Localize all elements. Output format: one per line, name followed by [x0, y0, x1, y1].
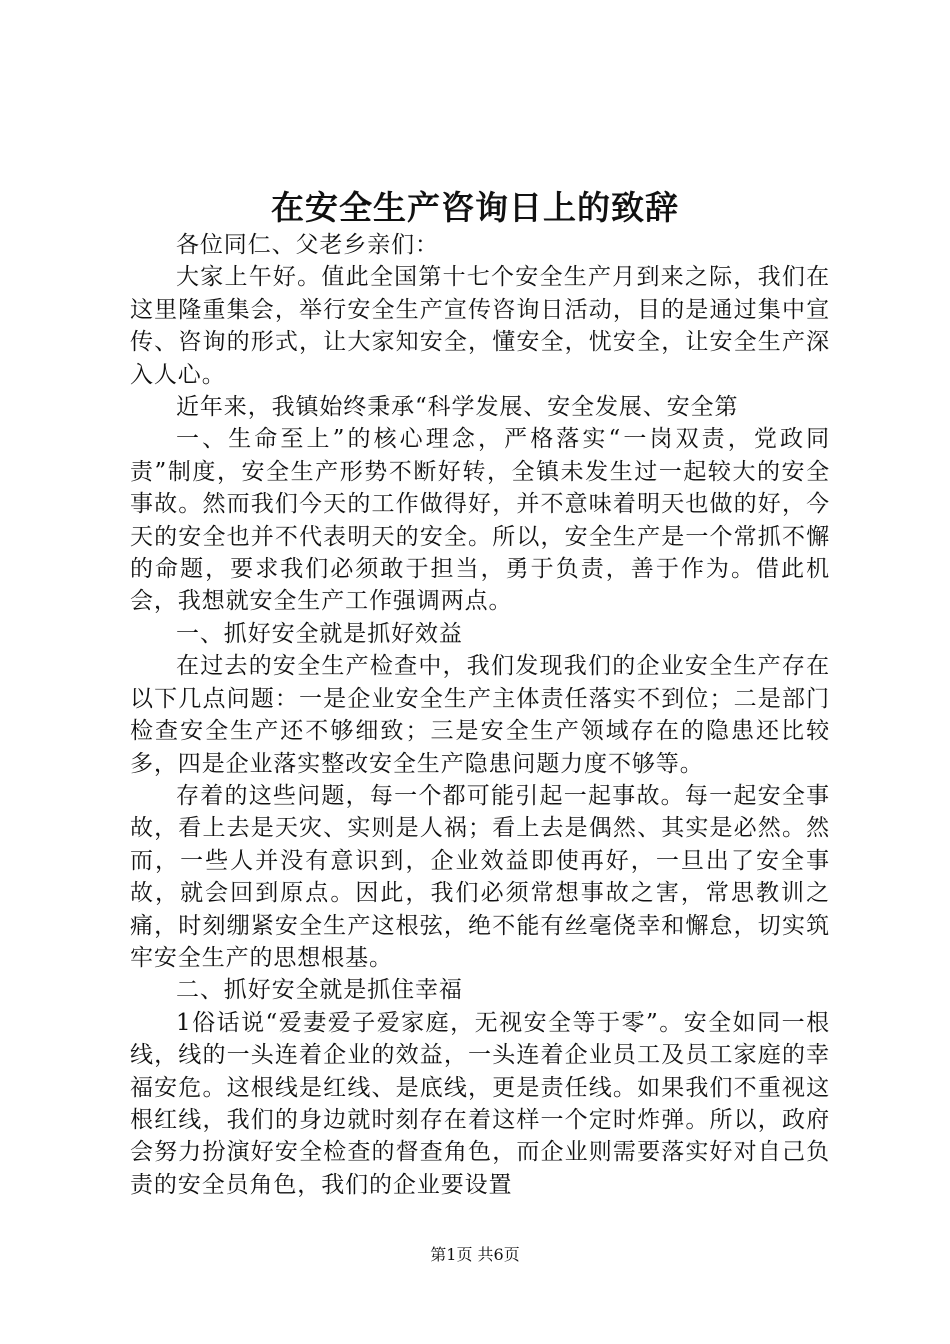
paragraph-salutation: 各位同仁、父老乡亲们： [176, 232, 439, 258]
paragraph-greeting: 大家上午好。值此全国第十七个安全生产月到来之际，我们在这里隆重集会，举行安全生产宣传咨询日活动，目的是通过集中宣传、咨询的形式，让大家知安全，懂安全，忧安全，让安全生产深入人心。 [130, 264, 830, 388]
paragraph-core-concept: 一、生命至上”的核心理念，严格落实“一岗双责，党政同责”制度，安全生产形势不断好转，全镇未发生过一起较大的安全事故。然而我们今天的工作做得好，并不意味着明天也做的好，今天的安全也并不代表明天的安全。所以，安全生产是一个常抓不懈的命题，要求我们必须敢于担当，勇于负责，善于作为。借此机会，我想就安全生产工作强调两点。 [130, 426, 830, 615]
section-heading-1: 一、抓好安全就是抓好效益 [176, 620, 463, 647]
paragraph-happiness: 1俗话说“爱妻爱子爱家庭，无视安全等于零”。安全如同一根线，线的一头连着企业的效益，一头连着企业员工及员工家庭的幸福安危。这根线是红线、是底线，更是责任线。如果我们不重视这根红线，我们的身边就时刻存在着这样一个定时炸弹。所以，政府会努力扮演好安全检查的督查角色，而企业则需要落实好对自己负责的安全员角色，我们的企业要设置 [130, 1009, 830, 1198]
document-title: 在安全生产咨询日上的致辞 [271, 188, 679, 227]
document-body [130, 229, 830, 1201]
paragraph-accidents: 存着的这些问题，每一个都可能引起一起事故。每一起安全事故，看上去是天灾、实则是人祸；看上去是偶然、其实是必然。然而，一些人并没有意识到，企业效益即使再好，一旦出了安全事故，就会回到原点。因此，我们必须常想事故之害，常思教训之痛，时刻绷紧安全生产这根弦，绝不能有丝毫侥幸和懈怠，切实筑牢安全生产的思想根基。 [130, 782, 830, 971]
page-footer: 第1页 共6页 [430, 1245, 520, 1264]
section-heading-2: 二、抓好安全就是抓住幸福 [176, 977, 463, 1004]
paragraph-recent-years: 近年来，我镇始终秉承“科学发展、安全发展、安全第 [176, 394, 739, 421]
paragraph-problems: 在过去的安全生产检查中，我们发现我们的企业安全生产存在以下几点问题：一是企业安全生产主体责任落实不到位；二是部门检查安全生产还不够细致；三是安全生产领域存在的隐患还比较多，四是企业落实整改安全生产隐患问题力度不够等。 [130, 653, 830, 777]
